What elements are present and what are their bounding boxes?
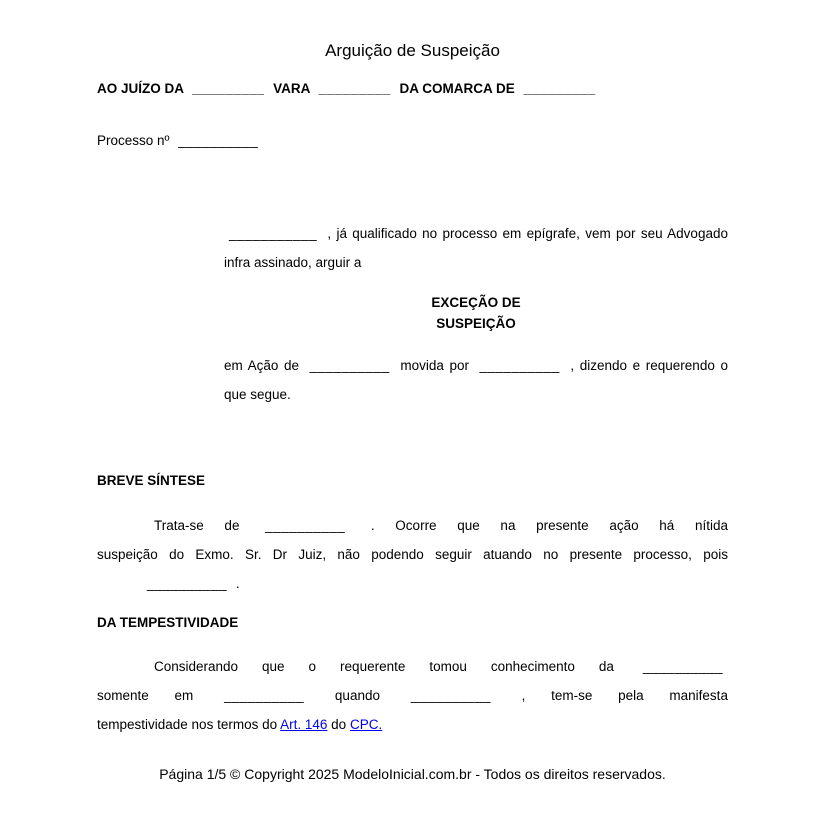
blank-field: __________: [265, 518, 346, 533]
paragraph-line: [224, 351, 728, 380]
paragraph-line: [97, 710, 728, 739]
text-segment: que segue.: [224, 387, 291, 402]
text-segment: Considerando que o requerente tomou conhecimento da: [154, 659, 614, 674]
blank-field: __________: [642, 659, 723, 674]
document-title: Arguição de Suspeição: [325, 41, 500, 60]
text-segment: Processo nº: [97, 133, 170, 148]
excecao-suspeicao-heading: [224, 292, 728, 334]
text-segment: Trata-se de: [154, 518, 240, 533]
text-segment: movida por: [400, 358, 470, 373]
text-segment: .: [235, 576, 240, 591]
blank-field: ___________: [229, 226, 318, 241]
court-address-line: [97, 79, 728, 99]
paragraph-line: [97, 540, 728, 569]
text-segment: infra assinado, arguir a: [224, 255, 362, 270]
text-segment: do: [331, 717, 347, 732]
text-segment: suspeição do Exmo. Sr. Dr Juiz, não podendo seguir atuando no presente processo, pois: [97, 547, 728, 562]
text-segment: somente em: [97, 688, 194, 703]
paragraph-acao: [224, 351, 728, 409]
page-footer: Página 1/5 © Copyright 2025 ModeloInicial.com.br - Todos os direitos reservados.: [159, 766, 666, 782]
text-segment: . Ocorre que na presente ação há nítida: [370, 518, 728, 533]
blank-field: __________: [309, 358, 390, 373]
text-segment: , já qualificado no processo em epígrafe, vem por seu Advogado: [327, 226, 728, 241]
paragraph-tempestividade: [97, 652, 728, 739]
paragraph-line: [97, 569, 728, 598]
text-segment: AO JUÍZO DA: [97, 81, 184, 96]
art-146-link[interactable]: Art. 146: [280, 717, 328, 732]
paragraph-line: [97, 652, 728, 681]
text-segment: VARA: [273, 81, 310, 96]
text-segment: em Ação de: [224, 358, 300, 373]
paragraph-line: [97, 681, 728, 710]
blank-field: __________: [147, 576, 228, 591]
breve-sintese-heading: BREVE SÍNTESE: [97, 473, 206, 488]
blank-field: _________: [192, 81, 265, 96]
paragraph-line: [224, 219, 728, 248]
text-segment: quando: [334, 688, 380, 703]
paragraph-qualificacao: [224, 219, 728, 277]
blank-field: __________: [224, 688, 305, 703]
heading-line: EXCEÇÃO DE: [431, 295, 521, 310]
processo-number-line: [97, 131, 728, 151]
text-segment: , tem-se pela manifesta: [521, 688, 728, 703]
text-segment: , dizendo e requerendo o: [570, 358, 728, 373]
paragraph-breve-sintese: [97, 511, 728, 598]
blank-field: __________: [410, 688, 491, 703]
heading-line: SUSPEIÇÃO: [436, 316, 516, 331]
blank-field: _________: [523, 81, 596, 96]
paragraph-line: [224, 248, 728, 277]
text-segment: tempestividade nos termos do: [97, 717, 278, 732]
blank-field: __________: [178, 133, 259, 148]
text-segment: DA COMARCA DE: [399, 81, 515, 96]
tempestividade-heading: DA TEMPESTIVIDADE: [97, 615, 239, 630]
blank-field: _________: [318, 81, 391, 96]
paragraph-line: [224, 380, 728, 409]
paragraph-line: [97, 511, 728, 540]
cpc-link[interactable]: CPC.: [349, 717, 383, 732]
blank-field: __________: [479, 358, 560, 373]
